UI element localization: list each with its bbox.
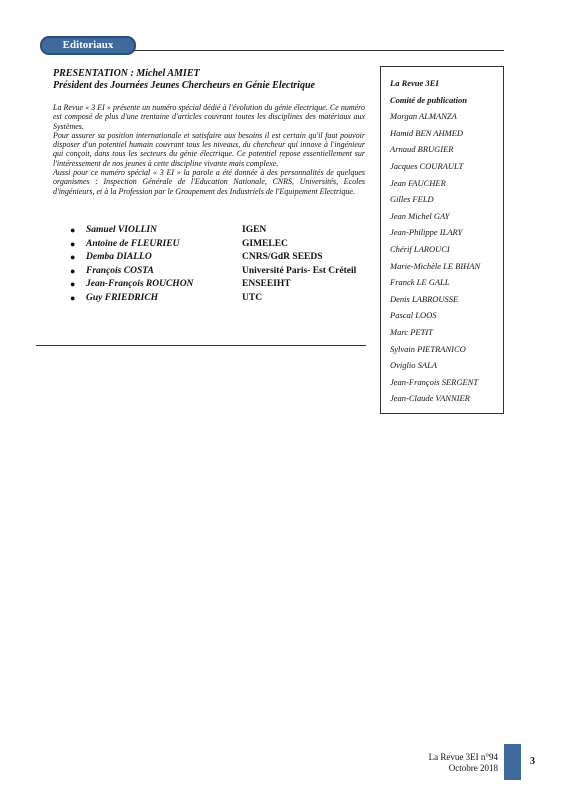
committee-member: Arnaud BRUGIER — [390, 144, 454, 155]
article-subtitle: Président des Journées Jeunes Chercheurs en Génie Electrique — [53, 80, 315, 91]
contributor-item — [70, 278, 370, 292]
contributor-name: François COSTA — [86, 265, 154, 276]
committee-member: Sylvain PIETRANICO — [390, 343, 466, 354]
sidebar-subtitle: Comité de publication — [390, 94, 467, 105]
committee-member: Jacques COURAULT — [390, 160, 464, 171]
article-paragraph: La Revue « 3 EI » présente un numéro spécial dédié à l'évolution du génie électrique. Ce numéro est composé de plus d'une trentaine d'articles couvrant toutes les disciplines des matériaux aux Systèmes. — [53, 103, 365, 131]
committee-member: Jean FAUCHER — [390, 177, 446, 188]
issue-date: Octobre 2018 — [448, 763, 498, 773]
committee-member: Marie-Michèle LE BIHAN — [390, 260, 481, 271]
committee-member: Oviglio SALA — [390, 360, 437, 371]
article-paragraph: Aussi pour ce numéro spécial « 3 EI » la parole a été donnée à des personnalités de quelques organismes : Inspection Générale de l'Education Nationale, CNRS, Universités, Ecoles d'ingénieurs, et à la Profession par le Groupement des Industriels de l'Equipement Electrique. — [53, 168, 365, 196]
committee-member: Jean-Philippe ILARY — [390, 227, 463, 238]
article-body — [53, 103, 365, 196]
journal-issue: La Revue 3EI n°94 — [428, 752, 498, 762]
contributor-organization: Université Paris- Est Créteil — [242, 265, 357, 276]
contributor-name: Guy FRIEDRICH — [86, 292, 159, 303]
committee-member: Gilles FELD — [390, 194, 434, 205]
committee-member: Morgan ALMANZA — [390, 111, 457, 122]
contributor-item — [70, 238, 370, 252]
committee-member: Chérif LAROUCI — [390, 243, 450, 254]
committee-member: Jean-Claude VANNIER — [390, 393, 470, 404]
page-number: 3 — [530, 756, 535, 767]
section-tab-editoriaux: Editoriaux — [40, 36, 136, 55]
contributor-item — [70, 251, 370, 265]
contributor-name: Demba DIALLO — [86, 252, 152, 262]
bullet-icon: ● — [70, 252, 76, 262]
article-paragraph: Pour assurer sa position internationale et satisfaire aux besoins il est certain qu'il faut pouvoir disposer d'un potentiel humain couvrant tous les niveaux, du chercheur qui innove à l'ingénieur qui conçoit, dans tous les secteurs du génie électrique. Ce potentiel repose essentiellement sur l'intéressement de nos jeunes à cette discipline vivante mais complexe. — [53, 130, 365, 168]
committee-member: Denis LABROUSSE — [390, 293, 459, 304]
committee-member: Jean Michel GAY — [390, 210, 450, 221]
sidebar-title: La Revue 3EI — [390, 78, 439, 88]
committee-member: Marc PETIT — [390, 326, 433, 337]
contributor-item — [70, 292, 370, 306]
bullet-icon: ● — [70, 225, 76, 235]
bullet-icon: ● — [70, 279, 76, 289]
header-rule — [134, 50, 504, 51]
contributor-organization: GIMELEC — [242, 238, 288, 249]
contributor-name: Jean-François ROUCHON — [86, 279, 194, 289]
contributor-list — [70, 224, 370, 305]
contributor-organization: UTC — [242, 292, 263, 303]
contributor-item — [70, 265, 370, 279]
contributor-organization: IGEN — [242, 225, 267, 235]
footer-accent-bar — [504, 744, 521, 780]
article-end-rule — [36, 345, 366, 346]
article-title: PRESENTATION : Michel AMIET — [53, 68, 200, 79]
publication-committee-box — [380, 66, 504, 414]
contributor-organization: CNRS/GdR SEEDS — [242, 252, 323, 262]
bullet-icon: ● — [70, 292, 76, 303]
contributor-organization: ENSEEIHT — [242, 279, 291, 289]
contributor-item — [70, 224, 370, 238]
contributor-name: Samuel VIOLLIN — [86, 225, 157, 235]
committee-member: Hamid BEN AHMED — [390, 127, 464, 138]
committee-member: Franck LE GALL — [390, 277, 450, 288]
bullet-icon: ● — [70, 238, 76, 249]
committee-member: Pascal LOOS — [390, 310, 437, 321]
committee-member-list — [390, 108, 503, 407]
bullet-icon: ● — [70, 265, 76, 276]
article — [53, 68, 365, 196]
committee-member: Jean-François SERGENT — [390, 376, 479, 387]
footer-info — [400, 752, 498, 774]
contributor-name: Antoine de FLEURIEU — [86, 238, 180, 249]
